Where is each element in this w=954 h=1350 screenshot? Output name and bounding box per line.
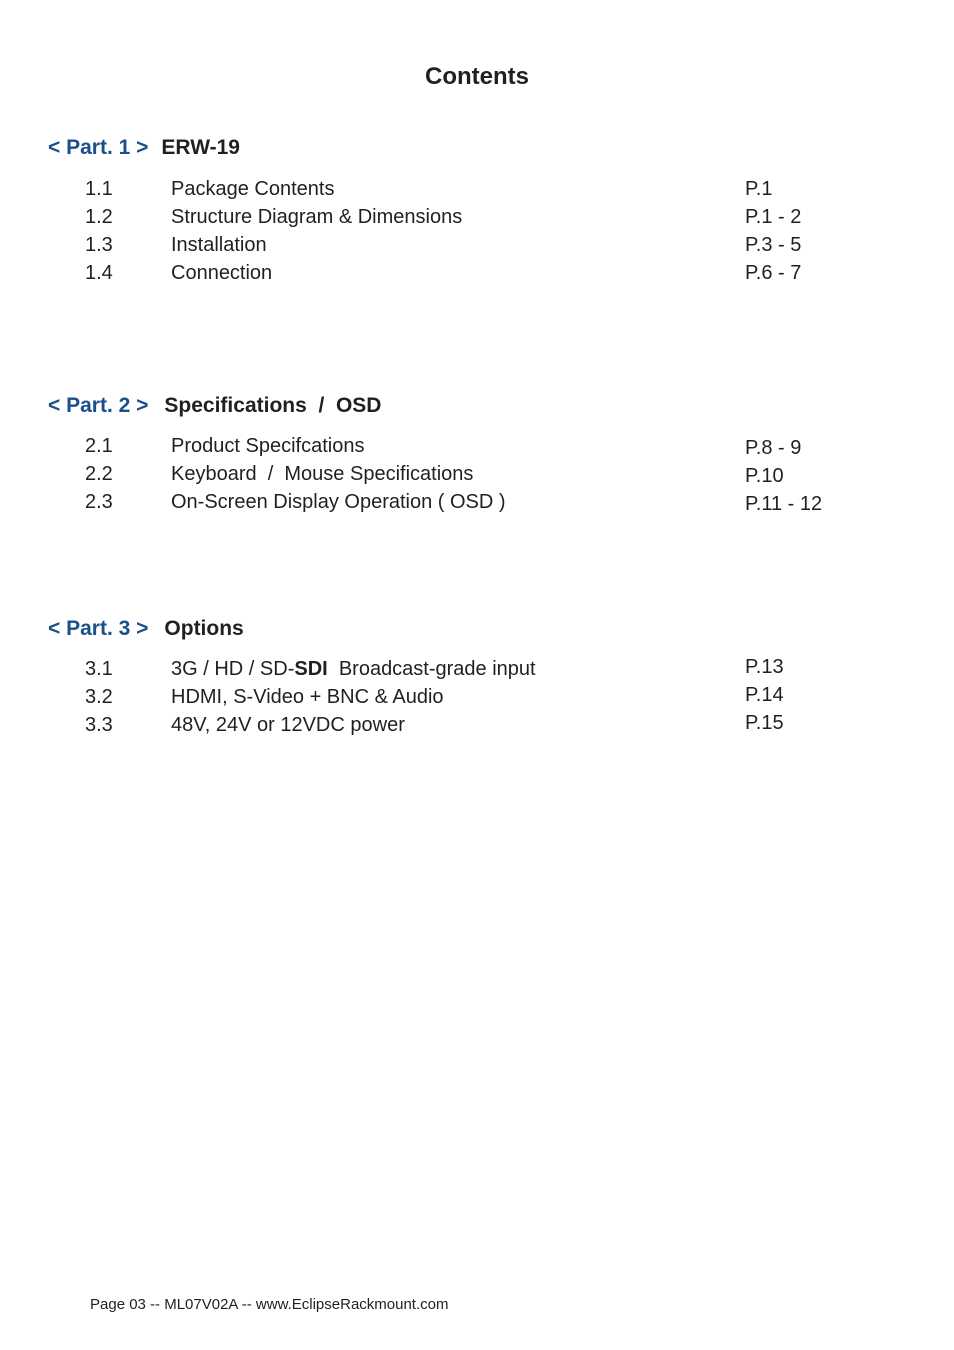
toc-item-page: P.1 - 2 — [745, 206, 802, 228]
toc-item-page: P.15 — [745, 712, 784, 734]
part-2-heading — [48, 393, 381, 419]
toc-item-text: 48V, 24V or 12VDC power — [171, 714, 405, 736]
toc-item-page: P.13 — [745, 656, 784, 678]
toc-item-page: P.14 — [745, 684, 784, 706]
toc-item-text-suffix: Broadcast-grade input — [327, 658, 536, 680]
page-footer: Page 03 -- ML07V02A -- www.EclipseRackmount.com — [90, 1296, 449, 1313]
toc-item-number: 2.3 — [85, 491, 113, 513]
part-3-heading — [48, 616, 244, 642]
part-3-title: Options — [164, 617, 244, 640]
toc-item-number: 1.1 — [85, 178, 113, 200]
toc-item-page: P.6 - 7 — [745, 262, 802, 284]
toc-item-number: 3.3 — [85, 714, 113, 736]
toc-item-number: 3.2 — [85, 686, 113, 708]
toc-item-text: Product Specifcations — [171, 435, 365, 457]
toc-item-text: Keyboard / Mouse Specifications — [171, 463, 474, 485]
toc-item-number: 2.2 — [85, 463, 113, 485]
toc-item-text: Package Contents — [171, 178, 335, 200]
page-title: Contents — [425, 63, 529, 90]
part-1-heading — [48, 135, 240, 161]
part-3-label: < Part. 3 > — [48, 617, 149, 640]
toc-item-page: P.8 - 9 — [745, 437, 802, 459]
toc-item-number: 2.1 — [85, 435, 113, 457]
part-2-label: < Part. 2 > — [48, 394, 149, 417]
toc-item-page: P.3 - 5 — [745, 234, 802, 256]
toc-item-page: P.1 — [745, 178, 773, 200]
toc-item-text-prefix: 3G / HD / SD- — [171, 658, 295, 680]
toc-item-page: P.11 - 12 — [745, 493, 823, 515]
toc-item-number: 1.2 — [85, 206, 113, 228]
toc-item-number: 1.4 — [85, 262, 113, 284]
toc-item-text — [171, 657, 536, 681]
part-1-label: < Part. 1 > — [48, 136, 149, 159]
toc-item-text-bold: SDI — [294, 658, 328, 680]
toc-item-text: Installation — [171, 234, 267, 256]
part-1-title: ERW-19 — [161, 136, 240, 159]
toc-item-text: Connection — [171, 262, 273, 284]
toc-item-text: On-Screen Display Operation ( OSD ) — [171, 491, 506, 513]
part-2-title: Specifications / OSD — [164, 394, 382, 417]
toc-item-number: 1.3 — [85, 234, 113, 256]
toc-item-number: 3.1 — [85, 658, 113, 680]
toc-item-text: Structure Diagram & Dimensions — [171, 206, 463, 228]
toc-item-page: P.10 — [745, 465, 784, 487]
toc-item-text: HDMI, S-Video + BNC & Audio — [171, 686, 444, 708]
